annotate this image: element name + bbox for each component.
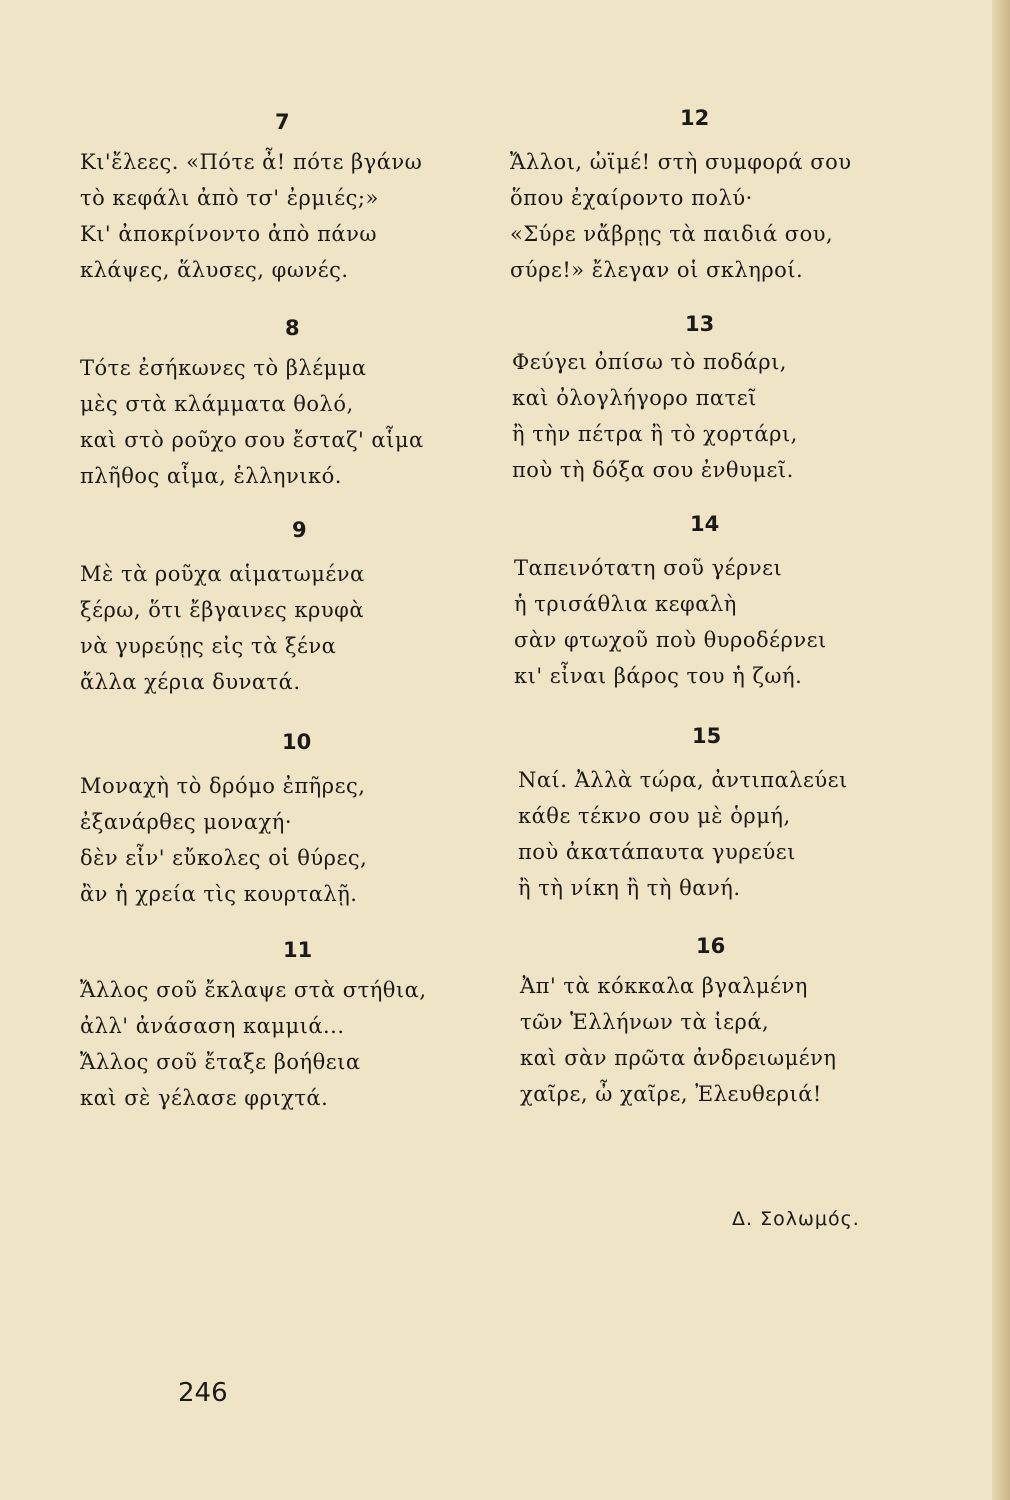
stanza-number: 7 [275,110,290,134]
verse-line: ὅπου ἐχαίροντο πολύ· [510,186,753,210]
verse-line: τῶν Ἑλλήνων τὰ ἱερά, [520,1010,770,1034]
verse-line: ποὺ τὴ δόξα σου ἐνθυμεῖ. [512,458,794,482]
author-signature: Δ. Σολωμός. [732,1208,860,1230]
verse-line: καὶ ὀλογλήγορο πατεῖ [512,386,757,410]
verse-line: ἢ τὴ νίκη ἢ τὴ θανή. [518,876,741,900]
verse-line: Ἀπ' τὰ κόκκαλα βγαλμένη [520,974,808,998]
verse-line: Κι' ἀποκρίνοντο ἀπὸ πάνω [80,222,377,246]
verse-line: Μὲ τὰ ροῦχα αἱματωμένα [80,562,365,586]
stanza-number: 16 [696,934,726,958]
stanza-number: 8 [285,316,300,340]
verse-line: κάθε τέκνο σου μὲ ὁρμή, [518,804,791,828]
verse-line: Φεύγει ὀπίσω τὸ ποδάρι, [512,350,787,374]
verse-line: σὰν φτωχοῦ ποὺ θυροδέρνει [514,628,827,652]
stanza-number: 11 [283,938,313,962]
verse-line: ἡ τρισάθλια κεφαλὴ [514,592,737,616]
verse-line: χαῖρε, ὦ χαῖρε, Ἐλευθεριά! [520,1082,822,1106]
verse-line: ἐξανάρθες μοναχή· [80,810,292,834]
stanza-number: 14 [690,512,720,536]
verse-line: καὶ σὲ γέλασε φριχτά. [80,1086,329,1110]
stanza-number: 15 [692,724,722,748]
verse-line: Κι'ἔλεες. «Πότε ἆ! πότε βγάνω [80,150,423,174]
verse-line: «Σύρε νἄβρῃς τὰ παιδιά σου, [510,222,834,246]
verse-line: ξέρω, ὅτι ἔβγαινες κρυφὰ [80,598,365,622]
verse-line: τὸ κεφάλι ἀπὸ τσ' ἐρμιές;» [80,186,379,210]
verse-line: ἢ τὴν πέτρα ἢ τὸ χορτάρι, [512,422,798,446]
verse-line: Ἄλλος σοῦ ἔκλαψε στὰ στήθια, [80,978,427,1002]
verse-line: Ναί. Ἀλλὰ τώρα, ἀντιπαλεύει [518,768,848,792]
verse-line: Τότε ἐσήκωνες τὸ βλέμμα [80,356,367,380]
stanza-number: 10 [282,730,312,754]
stanza-number: 13 [685,312,715,336]
stanza-number: 9 [292,518,307,542]
verse-line: Ἄλλοι, ὠϊμέ! στὴ συμφορά σου [510,150,852,174]
verse-line: Ἄλλος σοῦ ἔταξε βοήθεια [80,1050,361,1074]
verse-line: ἂν ἡ χρεία τὶς κουρταλῇ. [80,882,358,906]
verse-line: πλῆθος αἷμα, ἑλληνικό. [80,464,342,488]
verse-line: ἄλλα χέρια δυνατά. [80,670,301,694]
verse-line: κι' εἶναι βάρος του ἡ ζωή. [514,664,803,688]
verse-line: Μοναχὴ τὸ δρόμο ἐπῆρες, [80,774,366,798]
verse-line: καὶ στὸ ροῦχο σου ἔσταζ' αἷμα [80,428,424,452]
page-number: 246 [178,1378,228,1408]
verse-line: ἀλλ' ἀνάσαση καμμιά... [80,1014,345,1038]
verse-line: Ταπεινότατη σοῦ γέρνει [514,556,783,580]
verse-line: καὶ σὰν πρῶτα ἀνδρειωμένη [520,1046,837,1070]
verse-line: δὲν εἶν' εὔκολες οἱ θύρες, [80,846,368,870]
verse-line: νὰ γυρεύῃς εἰς τὰ ξένα [80,634,337,658]
verse-line: σύρε!» ἔλεγαν οἱ σκληροί. [510,258,804,282]
stanza-number: 12 [680,106,710,130]
verse-line: μὲς στὰ κλάμματα θολό, [80,392,354,416]
page-edge [992,0,1010,1500]
verse-line: ποὺ ἀκατάπαυτα γυρεύει [518,840,796,864]
verse-line: κλάψες, ἅλυσες, φωνές. [80,258,349,282]
